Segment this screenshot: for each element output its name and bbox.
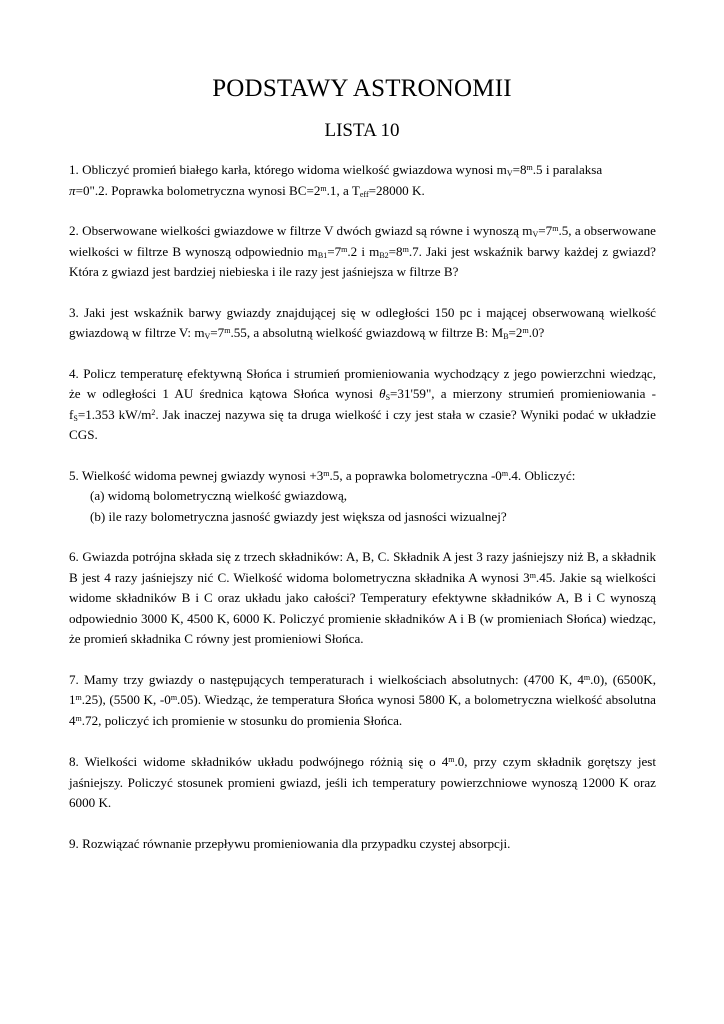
problem-2: 2. Obserwowane wielkości gwiazdowe w filtrze V dwóch gwiazd są równe i wynoszą $m_V=7^m.5$, a obserwowane wielkości w filtrze B wynoszą odpowiednio $m_{B1}=7^m.2$ i $m_{B2}=8^m.7$. Jaki jest wskaźnik barwy każdej z gwiazd? Która z gwiazd jest bardziej niebieska i ile razy jest jaśniejsza w filtrze B? [69,223,656,279]
problem-5-text: 5. Wielkość widoma pewnej gwiazdy wynosi $+3^m.5$, a poprawka bolometryczna -0$^m$.4. Obliczyć: [69,467,576,483]
problem-number: 6. [69,549,79,564]
problem-number: 1. [69,162,79,177]
sub-item-a: (a) widomą bolometryczną wielkość gwiazdową, [90,488,348,503]
problem-number: 8. [69,754,79,769]
problem-number: 7. [69,671,79,687]
problem-3: 3. Jaki jest wskaźnik barwy gwiazdy znajdującej się w odległości 150 pc i mającej obserwowaną wielkość gwiazdową w filtrze V: $m_V=7^m.55$, a absolutną wielkość gwiazdową w filtrze B: $M_B=2^m.0$? [69,304,656,341]
document-title: PODSTAWY ASTRONOMII [212,75,512,102]
problem-list [69,160,656,874]
problem-1: 1. Obliczyć promień białego karła, którego widoma wielkość gwiazdowa wynosi $m_V=8^m.5$ i paralaksa π=0".2. Poprawka bolometryczna wynosi $BC=2^m.1$, a $T_{eff}=28000$ K. [69,162,603,199]
problem-7: 7. Mamy trzy gwiazdy o następujących temperaturach i wielkościach absolutnych: (4700 K, 4$^m$.0), (6500K, 1$^m$.25), (5500 K, -0$^m$.05). Wiedząc, że temperatura Słońca wynosi 5800 K, a bolometryczna wielkość absolutna 4$^m$.72, policzyć ich promienie w stosunku do promienia Słońca. [69,671,656,728]
problem-number: 5. [69,467,79,483]
problem-6: 6. Gwiazda potrójna składa się z trzech składników: A, B, C. Składnik A jest 3 razy jaśniejszy niż B, a składnik B jest 4 razy jaśniejszy nić C. Wielkość widoma bolometryczna składnika A wynosi 3$^m$.45. Jakie są wielkości widome składników B i C oraz układu jako całości? Temperatury efektywne składników A, B i C wynoszą odpowiednio 3000 K, 4500 K, 6000 K. Policzyć promienie składników A i B (w promieniach Słońca) wiedząc, że promień składnika C równy jest promieniowi Słońca. [69,549,656,646]
sub-item-b: (b) ile razy bolometryczna jasność gwiazdy jest większa od jasności wizualnej? [90,508,507,524]
problem-5 [69,466,656,528]
problem-number: 4. [69,365,79,381]
problem-number: 9. [69,835,79,851]
pi-symbol: π [69,182,76,198]
problem-8: 8. Wielkości widome składników układu podwójnego różnią się o 4$^m$.0, przy czym składnik gorętszy jest jaśniejszy. Policzyć stosunek promieni gwiazd, jeśli ich temperatury powierzchniowe wynoszą 12000 K oraz 6000 K. [69,754,656,810]
document-subtitle: LISTA 10 [324,120,400,141]
problem-number: 3. [69,304,79,320]
problem-9: 9. Rozwiązać równanie przepływu promieniowania dla przypadku czystej absorpcji. [69,835,511,851]
theta-symbol: θ [379,386,386,401]
problem-number: 2. [69,223,79,238]
problem-4: 4. Policz temperaturę efektywną Słońca i strumień promieniowania wychodzący z jego powierzchni wiedząc, że w odległości 1 AU średnica kątowa Słońca wynosi $\theta_S=31'59$", a mierzony strumień promieniowania - $f_S=1.353$ $kW/m^2$. Jak inaczej nazywa się ta druga wielkość i czy jest stała w czasie? Wyniki podać w układzie CGS. [69,365,656,442]
